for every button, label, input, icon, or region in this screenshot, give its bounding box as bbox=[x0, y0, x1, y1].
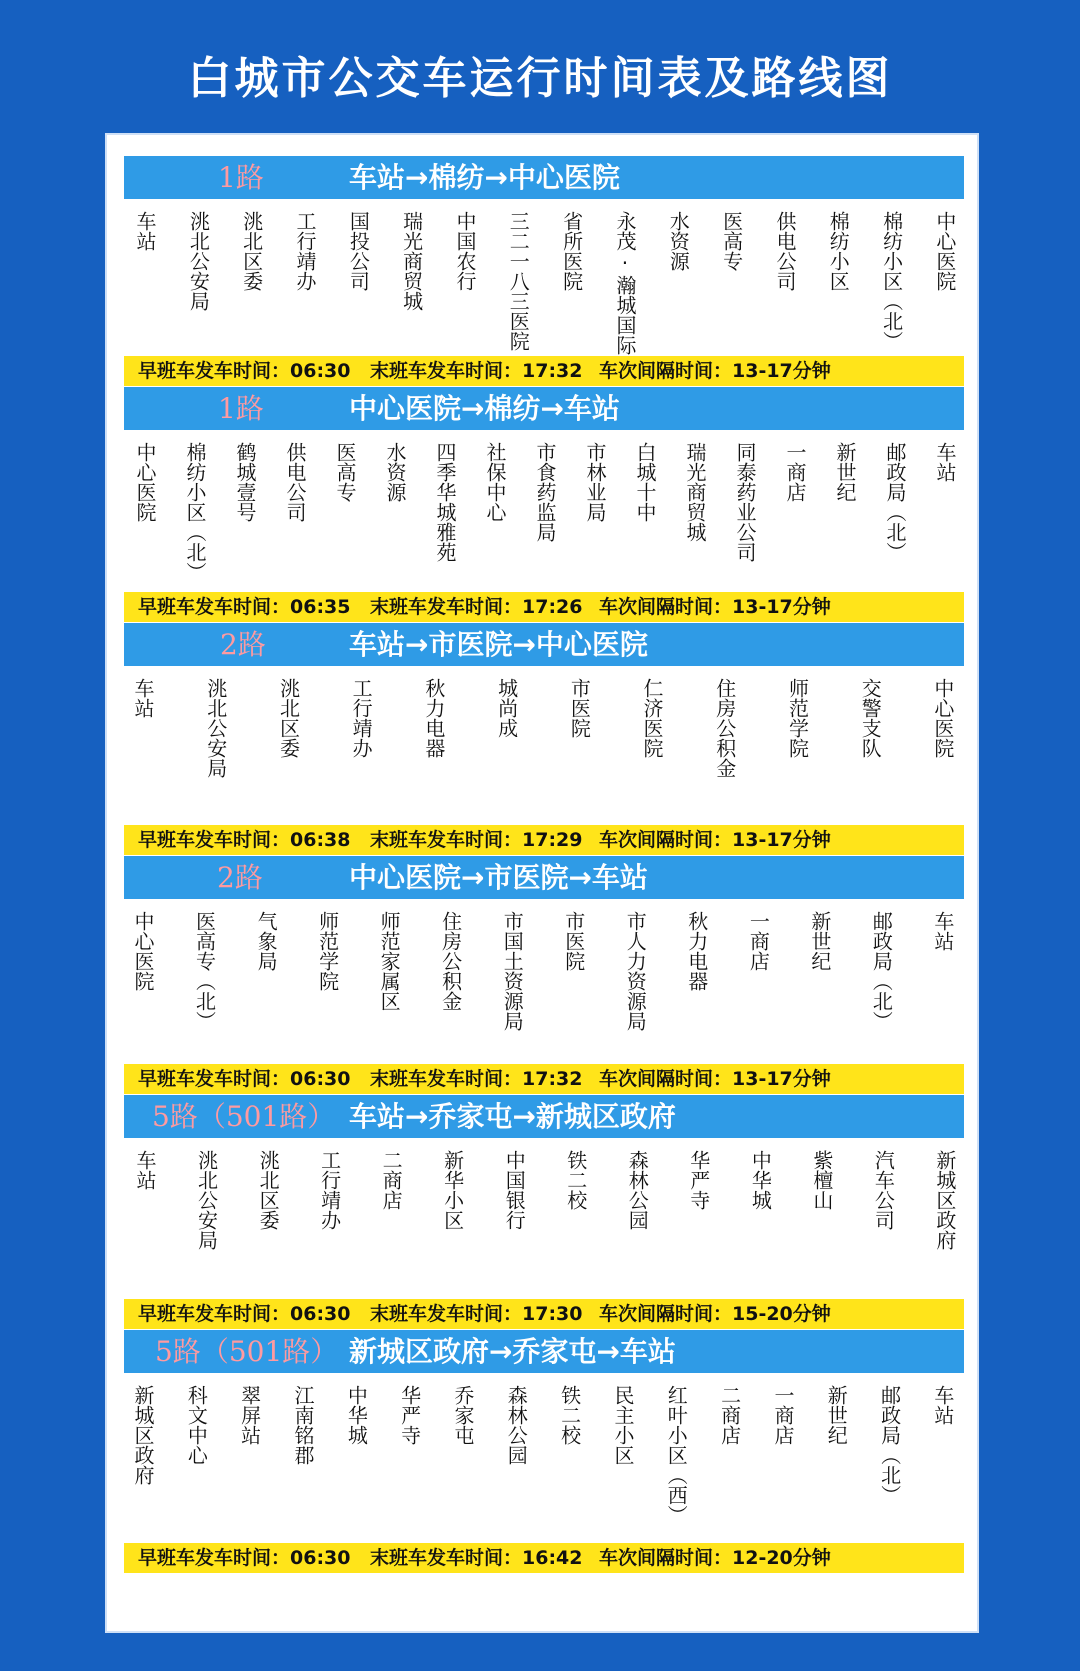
stop: 二商店 bbox=[379, 1150, 404, 1210]
stop: 中华城 bbox=[344, 1385, 369, 1445]
stop: 棉纺小区（北） bbox=[879, 211, 904, 351]
stop: 水资源 bbox=[666, 211, 691, 271]
route-section bbox=[124, 1330, 964, 1573]
stop: 中国银行 bbox=[502, 1150, 527, 1230]
stop: 新华小区 bbox=[440, 1150, 465, 1230]
stop: 工行靖办 bbox=[292, 211, 317, 291]
stop: 森林公园 bbox=[504, 1385, 529, 1465]
route-name: 5路（501路） bbox=[155, 1335, 339, 1368]
first-bus-time: 早班车发车时间：06:30 bbox=[138, 360, 351, 382]
stop: 汽车公司 bbox=[871, 1150, 896, 1230]
stop: 医高专 bbox=[719, 211, 744, 271]
route-name: 1路 bbox=[218, 392, 264, 425]
stop: 一商店 bbox=[770, 1385, 795, 1445]
route-direction: 车站→市医院→中心医院 bbox=[349, 628, 648, 661]
route-section bbox=[124, 623, 964, 855]
stop: 社保中心 bbox=[483, 442, 507, 522]
stop: 医高专 bbox=[333, 442, 357, 502]
stop: 市医院 bbox=[561, 911, 586, 971]
stop: 住房公积金 bbox=[712, 678, 737, 778]
stop: 工行靖办 bbox=[349, 678, 374, 758]
stop: 秋力电器 bbox=[421, 678, 446, 758]
stop: 四季华城雅苑 bbox=[433, 442, 457, 562]
bus-interval: 车次间隔时间：15-20分钟 bbox=[599, 1303, 831, 1325]
stop: 中心医院 bbox=[133, 442, 157, 522]
route-header bbox=[124, 1095, 964, 1138]
last-bus-time: 末班车发车时间：17:32 bbox=[370, 1068, 583, 1090]
stop: 华严寺 bbox=[397, 1385, 422, 1445]
stop: 秋力电器 bbox=[684, 911, 709, 991]
stop: 市医院 bbox=[567, 678, 592, 738]
stop: 瑞光商贸城 bbox=[399, 211, 424, 311]
stop: 新城区政府 bbox=[131, 1385, 155, 1485]
stop: 华严寺 bbox=[686, 1150, 711, 1210]
stop: 车站 bbox=[933, 442, 957, 482]
route-header bbox=[124, 623, 964, 666]
stop: 永茂·瀚城国际 bbox=[612, 211, 637, 355]
schedule-bar bbox=[124, 592, 964, 622]
timetable-board bbox=[105, 133, 979, 1633]
stop: 市食药监局 bbox=[533, 442, 557, 542]
route-header bbox=[124, 1330, 964, 1373]
schedule-bar bbox=[124, 356, 964, 386]
last-bus-time: 末班车发车时间：17:30 bbox=[370, 1303, 583, 1325]
route-header bbox=[124, 387, 964, 430]
schedule-bar bbox=[124, 1299, 964, 1329]
stop-list bbox=[124, 666, 964, 778]
stop: 洮北公安局 bbox=[186, 211, 211, 311]
route-direction: 新城区政府→乔家屯→车站 bbox=[349, 1335, 676, 1368]
stop: 邮政局（北） bbox=[883, 442, 907, 562]
route-name: 5路（501路） bbox=[152, 1100, 336, 1133]
stop: 红叶小区（西） bbox=[664, 1385, 689, 1525]
stop: 气象局 bbox=[254, 911, 279, 971]
stop: 市国土资源局 bbox=[500, 911, 525, 1031]
stop: 市人力资源局 bbox=[623, 911, 648, 1031]
route-header bbox=[124, 156, 964, 199]
stop: 铁二校 bbox=[557, 1385, 582, 1445]
stop: 白城十中 bbox=[633, 442, 657, 522]
stop: 三二一八三医院 bbox=[506, 211, 531, 351]
stop: 车站 bbox=[133, 1150, 157, 1190]
first-bus-time: 早班车发车时间：06:38 bbox=[138, 829, 351, 851]
stop: 师范家属区 bbox=[377, 911, 402, 1011]
stop-list bbox=[124, 199, 964, 355]
stop: 洮北区委 bbox=[239, 211, 264, 291]
stop: 乔家屯 bbox=[450, 1385, 475, 1445]
stop: 同泰药业公司 bbox=[733, 442, 757, 562]
route-name: 2路 bbox=[217, 861, 263, 894]
stop: 一商店 bbox=[746, 911, 771, 971]
stop: 水资源 bbox=[383, 442, 407, 502]
bus-interval: 车次间隔时间：13-17分钟 bbox=[599, 360, 831, 382]
stop: 科文中心 bbox=[184, 1385, 209, 1465]
stop: 供电公司 bbox=[772, 211, 797, 291]
route-section bbox=[124, 856, 964, 1094]
last-bus-time: 末班车发车时间：16:42 bbox=[370, 1547, 583, 1569]
stop: 瑞光商贸城 bbox=[683, 442, 707, 542]
stop: 翠屏站 bbox=[237, 1385, 262, 1445]
stop: 供电公司 bbox=[283, 442, 307, 522]
stop: 江南铭郡 bbox=[290, 1385, 315, 1465]
route-direction: 车站→乔家屯→新城区政府 bbox=[349, 1100, 676, 1133]
stop: 棉纺小区（北） bbox=[183, 442, 207, 582]
stop: 铁二校 bbox=[563, 1150, 588, 1210]
stop: 师范学院 bbox=[785, 678, 810, 758]
route-direction: 车站→棉纺→中心医院 bbox=[349, 161, 620, 194]
last-bus-time: 末班车发车时间：17:32 bbox=[370, 360, 583, 382]
bus-interval: 车次间隔时间：13-17分钟 bbox=[599, 829, 831, 851]
route-name: 2路 bbox=[220, 628, 266, 661]
stop-list bbox=[124, 899, 964, 1031]
stop: 新世纪 bbox=[824, 1385, 849, 1445]
first-bus-time: 早班车发车时间：06:30 bbox=[138, 1068, 351, 1090]
stop: 交警支队 bbox=[858, 678, 883, 758]
stop: 住房公积金 bbox=[438, 911, 463, 1011]
stop: 车站 bbox=[131, 678, 155, 718]
stop: 中华城 bbox=[748, 1150, 773, 1210]
first-bus-time: 早班车发车时间：06:30 bbox=[138, 1547, 351, 1569]
stop: 民主小区 bbox=[610, 1385, 635, 1465]
stop: 邮政局（北） bbox=[877, 1385, 902, 1505]
stop: 洮北公安局 bbox=[194, 1150, 219, 1250]
route-direction: 中心医院→市医院→车站 bbox=[349, 861, 648, 894]
stop: 新世纪 bbox=[807, 911, 832, 971]
route-section bbox=[124, 387, 964, 622]
stop: 仁济医院 bbox=[640, 678, 665, 758]
stop: 工行靖办 bbox=[317, 1150, 342, 1230]
stop: 中心医院 bbox=[932, 211, 957, 291]
stop: 新世纪 bbox=[833, 442, 857, 502]
last-bus-time: 末班车发车时间：17:26 bbox=[370, 596, 583, 618]
page-title: 白城市公交车运行时间表及路线图 bbox=[187, 53, 893, 104]
stop: 邮政局（北） bbox=[869, 911, 894, 1031]
stop: 洮北公安局 bbox=[203, 678, 228, 778]
stop: 中国农行 bbox=[452, 211, 477, 291]
stop: 新城区政府 bbox=[932, 1150, 957, 1250]
stop: 紫檀山 bbox=[809, 1150, 834, 1210]
stop-list bbox=[124, 430, 964, 582]
stop: 洮北区委 bbox=[256, 1150, 281, 1230]
stop: 车站 bbox=[930, 911, 955, 951]
route-section bbox=[124, 156, 964, 386]
first-bus-time: 早班车发车时间：06:35 bbox=[138, 596, 351, 618]
route-direction: 中心医院→棉纺→车站 bbox=[349, 392, 620, 425]
stop: 中心医院 bbox=[930, 678, 955, 758]
stop: 车站 bbox=[930, 1385, 955, 1425]
stop: 师范学院 bbox=[315, 911, 340, 991]
stop: 棉纺小区 bbox=[826, 211, 851, 291]
stop: 一商店 bbox=[783, 442, 807, 502]
stop-list bbox=[124, 1138, 964, 1250]
stop: 省所医院 bbox=[559, 211, 584, 291]
route-name: 1路 bbox=[218, 161, 264, 194]
stop-list bbox=[124, 1373, 964, 1525]
stop: 城尚成 bbox=[494, 678, 519, 738]
schedule-bar bbox=[124, 825, 964, 855]
stop: 中心医院 bbox=[131, 911, 155, 991]
route-section bbox=[124, 1095, 964, 1329]
bus-interval: 车次间隔时间：12-20分钟 bbox=[599, 1547, 831, 1569]
schedule-bar bbox=[124, 1543, 964, 1573]
stop: 森林公园 bbox=[625, 1150, 650, 1230]
stop: 鹤城壹号 bbox=[233, 442, 257, 522]
stop: 洮北区委 bbox=[276, 678, 301, 758]
last-bus-time: 末班车发车时间：17:29 bbox=[370, 829, 583, 851]
stop: 医高专（北） bbox=[192, 911, 217, 1031]
stop: 车站 bbox=[133, 211, 157, 251]
route-header bbox=[124, 856, 964, 899]
bus-interval: 车次间隔时间：13-17分钟 bbox=[599, 596, 831, 618]
stop: 国投公司 bbox=[346, 211, 371, 291]
schedule-bar bbox=[124, 1064, 964, 1094]
stop: 市林业局 bbox=[583, 442, 607, 522]
stop: 二商店 bbox=[717, 1385, 742, 1445]
bus-interval: 车次间隔时间：13-17分钟 bbox=[599, 1068, 831, 1090]
first-bus-time: 早班车发车时间：06:30 bbox=[138, 1303, 351, 1325]
